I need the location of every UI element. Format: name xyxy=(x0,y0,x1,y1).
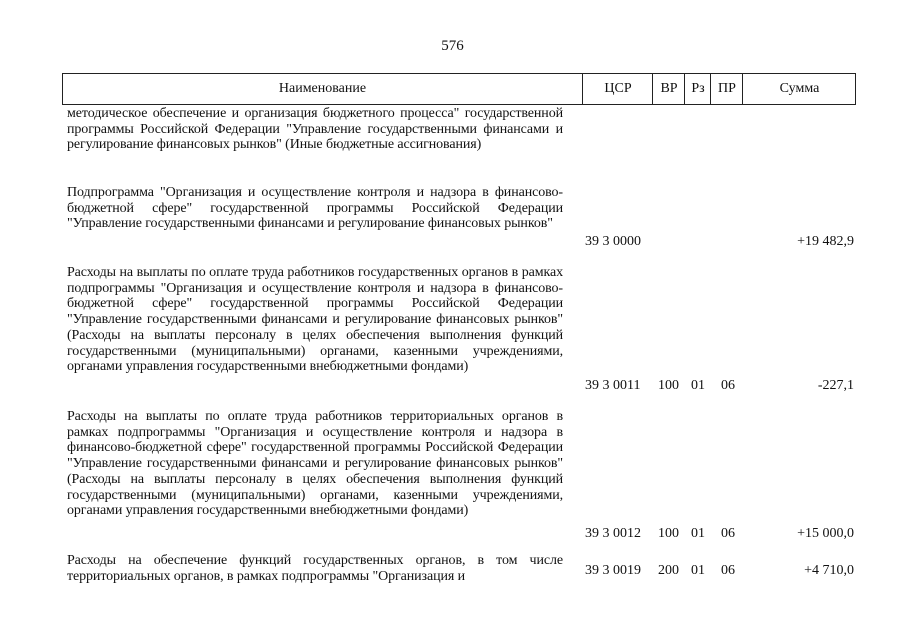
row-vr: 200 xyxy=(658,563,679,578)
row-rz: 01 xyxy=(691,563,705,578)
row-sum: -227,1 xyxy=(817,378,854,393)
row-csr: 39 3 0019 xyxy=(585,563,641,578)
row-sum: +4 710,0 xyxy=(804,563,854,578)
row-csr: 39 3 0000 xyxy=(585,234,641,249)
row-vr: 100 xyxy=(658,526,679,541)
row-vr: 100 xyxy=(658,378,679,393)
header-pr: ПР xyxy=(710,74,743,104)
row-pr: 06 xyxy=(721,563,735,578)
page-number: 576 xyxy=(441,38,464,54)
row-pr: 06 xyxy=(721,378,735,393)
row-csr: 39 3 0012 xyxy=(585,526,641,541)
row-name: Расходы на выплаты по оплате труда работников территориальных органов в рамках подпрограммы "Организация и осуществление контроля и надзора в финансово-бюджетной сфере" государственной программы Российской Федерации "Управление государственными финансами и регулирование финансовых рынков" (Расходы на выплаты персоналу в целях обеспечения выполнения функций государственными (муниципальными) органами, казенными учреждениями, органами управления государственными внебюджетными фондами) xyxy=(67,409,563,519)
row-name: Подпрограмма "Организация и осуществление контроля и надзора в финансово-бюджетной сфере" государственной программы Российской Федерации "Управление государственными финансами и регулирование финансовых рынков" xyxy=(67,185,563,232)
row-csr: 39 3 0011 xyxy=(585,378,641,393)
row-name: Расходы на выплаты по оплате труда работников государственных органов в рамках подпрограммы "Организация и осуществление контроля и надзора в финансово-бюджетной сфере" государственной программы Российской Федерации "Управление государственными финансами и регулирование финансовых рынков" (Расходы на выплаты персоналу в целях обеспечения выполнения функций государственными (муниципальными) органами, казенными учреждениями, органами управления государственными внебюджетными фондами) xyxy=(67,265,563,375)
row-sum: +19 482,9 xyxy=(797,234,854,249)
header-rz: Рз xyxy=(684,74,711,104)
row-rz: 01 xyxy=(691,378,705,393)
header-csr: ЦСР xyxy=(582,74,653,104)
row-pr: 06 xyxy=(721,526,735,541)
header-vr: ВР xyxy=(652,74,685,104)
row-sum: +15 000,0 xyxy=(797,526,854,541)
row-rz: 01 xyxy=(691,526,705,541)
row-name: Расходы на обеспечение функций государственных органов, в том числе территориальных органов, в рамках подпрограммы "Организация и xyxy=(67,553,563,584)
header-sum: Сумма xyxy=(742,74,856,104)
header-name: Наименование xyxy=(278,81,367,96)
table-header xyxy=(62,73,856,105)
row-name: методическое обеспечение и организация бюджетного процесса" государственной программы Российской Федерации "Управление государственными финансами и регулирование финансовых рынков" (Иные бюджетные ассигнования) xyxy=(67,106,563,153)
